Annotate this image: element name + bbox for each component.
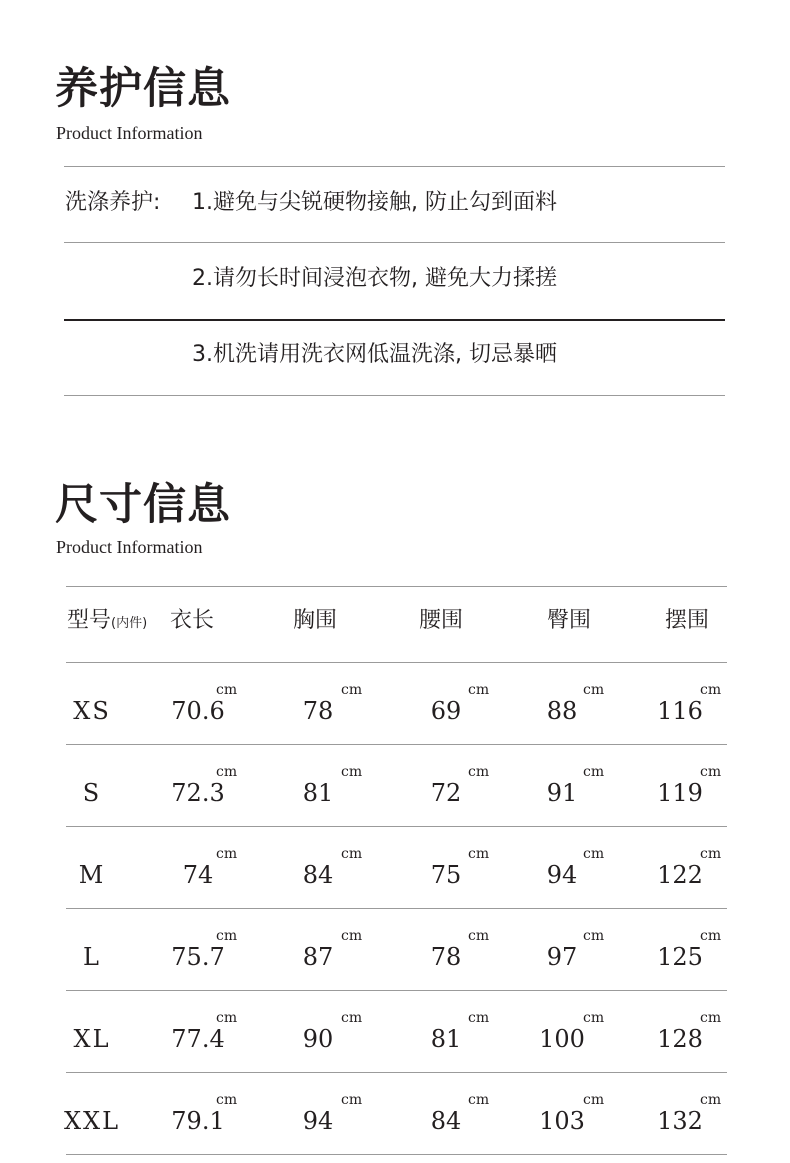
divider (64, 319, 725, 321)
table-cell: 97 (546, 943, 578, 971)
table-cell: 72.3 (171, 779, 225, 807)
table-cell: 75 (430, 861, 462, 889)
table-cell: 70.6 (171, 697, 225, 725)
divider (64, 395, 725, 396)
unit-label: cm (583, 846, 605, 862)
care-item-2: 2.请勿长时间浸泡衣物, 避免大力揉搓 (192, 266, 557, 291)
unit-label: cm (468, 928, 490, 944)
divider (64, 242, 725, 243)
size-section-title: 尺寸信息 (55, 480, 231, 530)
divider (66, 662, 727, 663)
unit-label: cm (341, 764, 363, 780)
table-cell: 103 (539, 1107, 585, 1135)
header-type-note: (内件) (111, 616, 148, 631)
size-label: L (83, 943, 101, 971)
care-label: 洗涤养护: (65, 190, 161, 215)
size-label: XS (73, 697, 111, 725)
table-cell: 78 (302, 697, 334, 725)
unit-label: cm (341, 1092, 363, 1108)
table-cell: 100 (539, 1025, 585, 1053)
unit-label: cm (216, 764, 238, 780)
unit-label: cm (468, 764, 490, 780)
table-cell: 116 (657, 697, 703, 725)
header-type (67, 610, 147, 632)
table-cell: 91 (546, 779, 578, 807)
care-section-subtitle: Product Information (56, 123, 203, 143)
care-section-title: 养护信息 (55, 64, 231, 114)
unit-label: cm (341, 682, 363, 698)
table-cell: 125 (657, 943, 703, 971)
size-label: S (82, 779, 102, 807)
divider (66, 990, 727, 991)
table-top-border (66, 586, 727, 587)
table-cell: 94 (302, 1107, 334, 1135)
unit-label: cm (216, 1010, 238, 1026)
table-cell: 84 (302, 861, 334, 889)
table-cell: 119 (657, 779, 703, 807)
unit-label: cm (216, 928, 238, 944)
header-waist: 腰围 (419, 608, 464, 633)
unit-label: cm (583, 1010, 605, 1026)
unit-label: cm (700, 1092, 722, 1108)
divider (66, 1154, 727, 1155)
unit-label: cm (700, 764, 722, 780)
unit-label: cm (216, 846, 238, 862)
table-cell: 128 (657, 1025, 703, 1053)
unit-label: cm (341, 928, 363, 944)
unit-label: cm (583, 682, 605, 698)
header-type-label: 型号 (67, 608, 112, 633)
table-cell: 81 (430, 1025, 462, 1053)
unit-label: cm (700, 1010, 722, 1026)
unit-label: cm (216, 1092, 238, 1108)
unit-label: cm (468, 1092, 490, 1108)
table-cell: 77.4 (171, 1025, 225, 1053)
header-chest: 胸围 (293, 608, 338, 633)
divider (66, 826, 727, 827)
table-cell: 81 (302, 779, 334, 807)
divider (66, 1072, 727, 1073)
header-hem: 摆围 (665, 608, 710, 633)
table-cell: 84 (430, 1107, 462, 1135)
unit-label: cm (341, 1010, 363, 1026)
table-cell: 122 (657, 861, 703, 889)
table-cell: 90 (302, 1025, 334, 1053)
table-cell: 94 (546, 861, 578, 889)
table-cell: 132 (657, 1107, 703, 1135)
table-cell: 75.7 (171, 943, 225, 971)
unit-label: cm (341, 846, 363, 862)
unit-label: cm (700, 682, 722, 698)
size-section-subtitle: Product Information (56, 537, 203, 557)
size-label: M (78, 861, 106, 889)
table-cell: 74 (182, 861, 214, 889)
care-item-3: 3.机洗请用洗衣网低温洗涤, 切忌暴晒 (192, 342, 557, 367)
unit-label: cm (468, 682, 490, 698)
unit-label: cm (583, 928, 605, 944)
unit-label: cm (583, 764, 605, 780)
size-label: XXL (63, 1107, 121, 1135)
unit-label: cm (583, 1092, 605, 1108)
unit-label: cm (700, 846, 722, 862)
unit-label: cm (216, 682, 238, 698)
divider (66, 744, 727, 745)
unit-label: cm (468, 846, 490, 862)
unit-label: cm (700, 928, 722, 944)
table-cell: 78 (430, 943, 462, 971)
header-length: 衣长 (170, 608, 215, 633)
table-cell: 69 (430, 697, 462, 725)
table-cell: 72 (430, 779, 462, 807)
size-label: XL (73, 1025, 111, 1053)
care-item-1: 1.避免与尖锐硬物接触, 防止勾到面料 (192, 190, 557, 215)
table-cell: 79.1 (171, 1107, 225, 1135)
table-cell: 87 (302, 943, 334, 971)
header-hip: 臀围 (547, 608, 592, 633)
divider (64, 166, 725, 167)
divider (66, 908, 727, 909)
unit-label: cm (468, 1010, 490, 1026)
table-cell: 88 (546, 697, 578, 725)
